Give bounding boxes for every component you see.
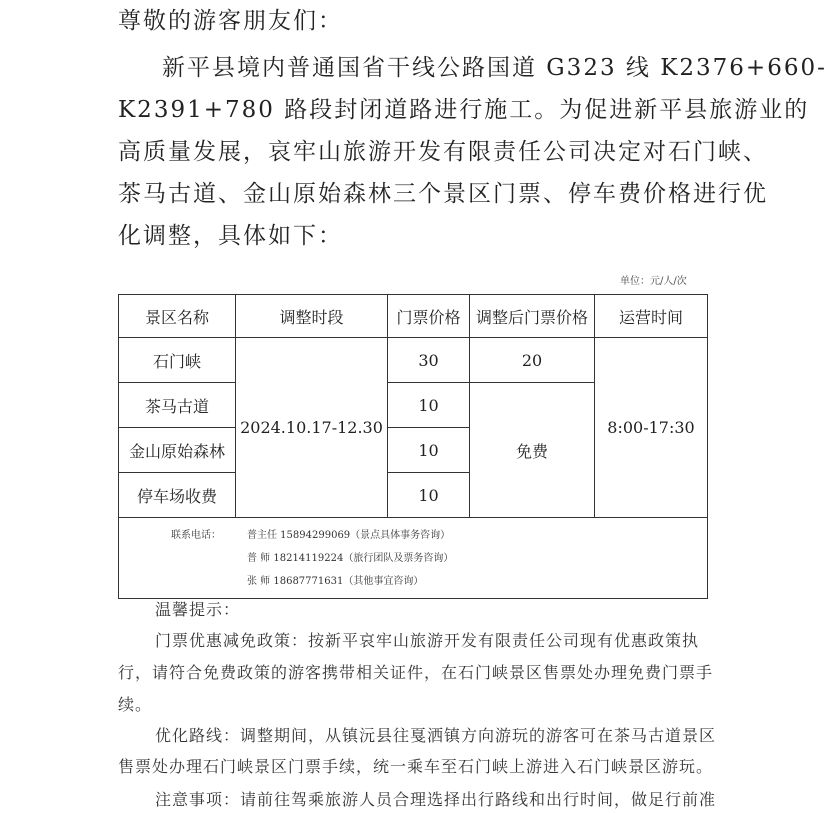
intro-line-1: 新平县境内普通国省干线公路国道 G323 线 K2376+660- [162, 55, 827, 81]
tip-policy-line-2: 行，请符合免费政策的游客携带相关证件，在石门峡景区售票处办理免费门票手 [118, 663, 714, 682]
ticket-price: 10 [388, 428, 470, 473]
contact-cell [119, 518, 708, 599]
scenic-name: 停车场收费 [119, 473, 236, 518]
contact-line: 普主任 15894299069（景点具体事务咨询） [247, 530, 451, 541]
ticket-price: 10 [388, 383, 470, 428]
intro-line-3: 高质量发展，哀牢山旅游开发有限责任公司决定对石门峡、 [118, 139, 768, 165]
period-cell: 2024.10.17-12.30 [236, 338, 388, 518]
adjusted-price: 20 [470, 338, 595, 383]
tip-policy-line-1: 门票优惠减免政策：按新平哀牢山旅游开发有限责任公司现有优惠政策执 [155, 631, 700, 650]
unit-note: 单位：元/人/次 [620, 276, 687, 287]
hours-cell: 8:00-17:30 [595, 338, 708, 518]
scenic-name: 石门峡 [119, 338, 236, 383]
header-ticket-price: 门票价格 [388, 295, 470, 338]
contact-label: 联系电话： [171, 530, 221, 541]
header-scenic-name: 景区名称 [119, 295, 236, 338]
header-hours: 运营时间 [595, 295, 708, 338]
tips-title: 温馨提示： [155, 600, 241, 619]
table-header-row [119, 295, 708, 338]
header-adjusted-price: 调整后门票价格 [470, 295, 595, 338]
header-period: 调整时段 [236, 295, 388, 338]
scenic-name: 茶马古道 [119, 383, 236, 428]
tip-notice-line-1: 注意事项：请前往驾乘旅游人员合理选择出行路线和出行时间，做足行前准 [155, 790, 717, 809]
tip-route-line-2: 售票处办理石门峡景区门票手续，统一乘车至石门峡上游进入石门峡景区游玩。 [118, 757, 714, 776]
intro-line-2: K2391+780 路段封闭道路进行施工。为促进新平县旅游业的 [118, 97, 810, 123]
contact-line: 普 师 18214119224（旅行团队及票务咨询） [247, 553, 454, 564]
contact-row [119, 518, 708, 599]
ticket-price: 10 [388, 473, 470, 518]
scenic-name: 金山原始森林 [119, 428, 236, 473]
table-row [119, 338, 708, 383]
intro-line-4: 茶马古道、金山原始森林三个景区门票、停车费价格进行优 [118, 181, 768, 207]
greeting: 尊敬的游客朋友们： [118, 8, 343, 34]
price-table [118, 294, 708, 599]
ticket-price: 30 [388, 338, 470, 383]
tip-route-line-1: 优化路线：调整期间，从镇沅县往戛洒镇方向游玩的游客可在茶马古道景区 [155, 726, 717, 745]
contact-line: 张 师 18687771631（其他事宜咨询） [247, 576, 424, 587]
intro-line-5: 化调整，具体如下： [118, 223, 343, 249]
tip-policy-line-3: 续。 [118, 695, 153, 714]
free-cell: 免费 [470, 383, 595, 518]
